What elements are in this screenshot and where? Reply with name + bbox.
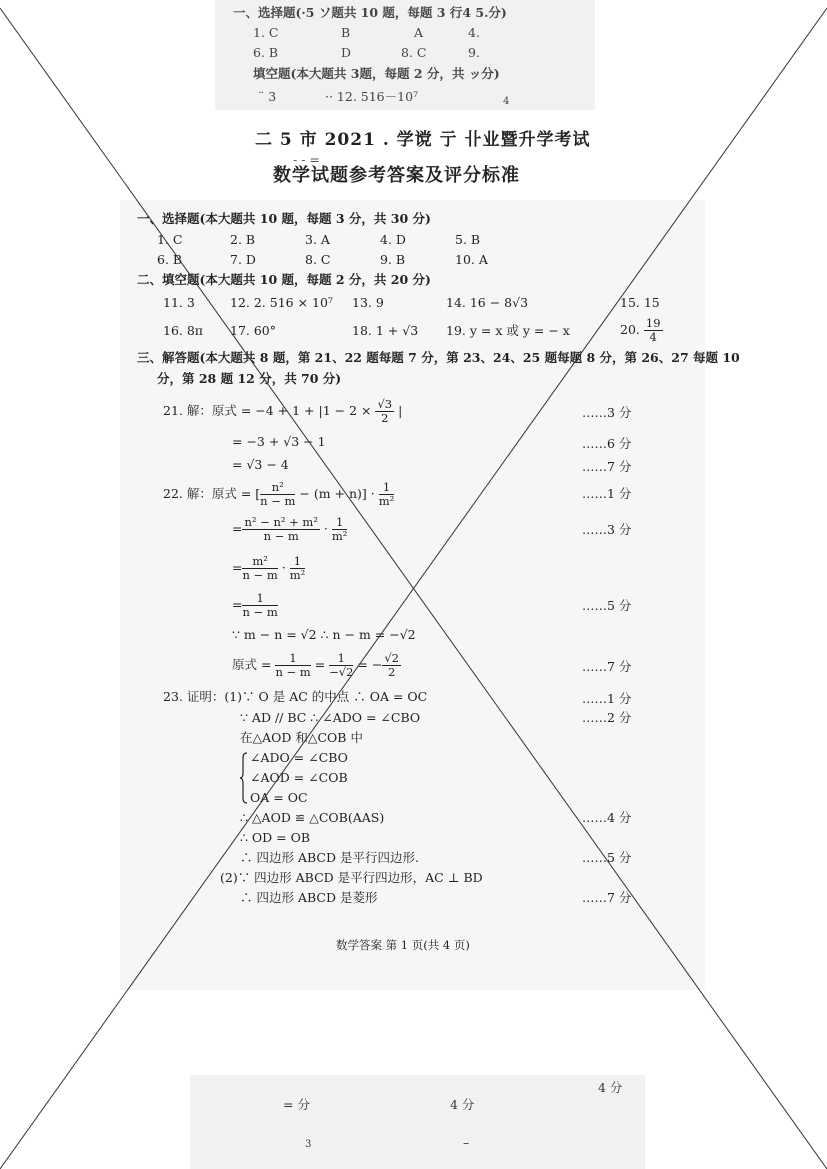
bleed-fill-12: ·· 12. 516－10⁷ <box>325 89 419 104</box>
bleed-choice-2: B <box>341 25 351 40</box>
fraction-numerator: √2 <box>384 651 399 665</box>
answer-16: 16. 8π <box>163 323 204 338</box>
q23-line-2: ∵ AD // BC ∴ ∠ADO = ∠CBO <box>240 710 421 725</box>
answer-11: 11. 3 <box>163 295 195 310</box>
fraction-numerator: √3 <box>377 397 393 411</box>
q23-line-7: (2)∵ 四边形 ABCD 是平行四边形，AC ⊥ BD <box>220 870 483 885</box>
bleed-bottom-mark-d: 3 <box>305 1139 312 1150</box>
bleed-fill-11: ¨ 3 <box>258 89 277 104</box>
equals-sign: = <box>232 560 243 575</box>
section-2-heading: 二、填空题(本大题共 10 题，每题 2 分，共 20 分) <box>137 272 431 287</box>
q21-line-3: = √3 − 4 <box>232 457 289 472</box>
bleed-bottom-mark-e: – <box>463 1135 470 1150</box>
answer-2: 2. B <box>230 232 256 247</box>
dot-operator: · <box>281 560 286 575</box>
q23-line-1: 23. 证明：(1)∵ O 是 AC 的中点 ∴ OA = OC <box>163 689 428 704</box>
fraction-denominator: m² <box>331 529 348 543</box>
fraction-numerator: m² <box>242 555 277 569</box>
q23-line-8: ∴ 四边形 ABCD 是菱形 <box>240 890 378 905</box>
fraction-numerator: 1 <box>332 516 348 530</box>
equals-sign: = <box>232 597 243 612</box>
fraction-denominator: n − m <box>260 494 296 508</box>
dot-operator: · <box>323 521 328 536</box>
page-footer: 数学答案 第 1 页(共 4 页) <box>336 938 470 952</box>
fraction-numerator: 1 <box>290 555 306 569</box>
answer-5: 5. B <box>455 232 481 247</box>
bleed-choice-6: 6. B <box>253 45 279 60</box>
q21-line-2: = −3 + √3 − 1 <box>232 434 326 449</box>
equals-sign: = <box>232 521 243 536</box>
answer-8: 8. C <box>305 252 331 267</box>
q23-line-6: ∴ 四边形 ABCD 是平行四边形. <box>240 850 419 865</box>
equals-sign: = <box>314 657 326 672</box>
q22-line-1-mid: − (m + n)] · <box>299 486 375 501</box>
q21-line-1-text: 21. 解：原式 = −4 + 1 + |1 − 2 × <box>163 403 372 418</box>
answer-14: 14. 16 − 8√3 <box>446 295 529 310</box>
q23-points-1: ……1 分 <box>582 691 632 706</box>
fraction-numerator: 1 <box>379 481 395 495</box>
bleed-line-fill: 填空题(本大题共 3题，每题 2 分，共 ッ分) <box>253 66 500 81</box>
answer-6: 6. B <box>157 252 183 267</box>
q23-brace-line-3: OA = OC <box>250 790 308 805</box>
fraction-numerator: 1 <box>329 652 353 666</box>
fraction-numerator: n² − n² + m² <box>244 515 318 529</box>
q23-points-2: ……2 分 <box>582 710 632 725</box>
q22-line-5: ∵ m − n = √2 ∴ n − m = −√2 <box>232 627 416 642</box>
q22-points-3: ……5 分 <box>582 598 632 613</box>
fraction-denominator: m² <box>289 568 306 582</box>
q22-line-1-start: 22. 解：原式 = [ <box>163 486 261 501</box>
fraction-denominator: m² <box>378 494 395 508</box>
answer-1: 1. C <box>157 232 183 247</box>
q21-abs-close: | <box>398 403 403 418</box>
section-3-heading-line-2: 分，第 28 题 12 分，共 70 分) <box>157 371 342 386</box>
answer-10: 10. A <box>455 252 488 267</box>
section-3-heading-line-1: 三、解答题(本大题共 8 题，第 21、22 题每题 7 分，第 23、24、25 题每题 8 分，第 26、27 每题 10 <box>137 350 740 365</box>
q21-points-1: ……3 分 <box>582 405 632 420</box>
bleed-bottom-points-a: 4 分 <box>598 1080 623 1095</box>
answer-9: 9. B <box>380 252 406 267</box>
fraction-denominator: 4 <box>649 330 657 344</box>
q23-points-5: ……7 分 <box>582 890 632 905</box>
q22-line-6-start: 原式 = <box>232 657 272 672</box>
q23-brace-line-2: ∠AOD = ∠COB <box>250 770 348 785</box>
page-title: 数学试题参考答案及评分标准 <box>273 165 520 186</box>
answer-13: 13. 9 <box>352 295 384 310</box>
fraction-numerator: 1 <box>242 592 277 606</box>
exam-title-bleed: 二 5 市 2021 . 学谠 亍 卝业暨升学考试 <box>255 130 591 150</box>
q21-points-3: ……7 分 <box>582 459 632 474</box>
q23-brace-line-1: ∠ADO = ∠CBO <box>250 750 348 765</box>
answer-19: 19. y = x 或 y = − x <box>446 323 570 338</box>
answer-3: 3. A <box>305 232 330 247</box>
answer-17: 17. 60° <box>230 323 277 338</box>
equals-minus: = − <box>357 657 383 672</box>
bleed-choice-3: A <box>414 25 424 40</box>
q23-points-3: ……4 分 <box>582 810 632 825</box>
answer-20-label: 20. <box>620 322 640 337</box>
q23-line-5: ∴ OD = OB <box>240 830 311 845</box>
answer-15: 15. 15 <box>620 295 660 310</box>
bleed-line-1: 一、选择题(·5 ソ题共 10 题，每题 3 行4 5.分) <box>233 5 507 20</box>
bleed-choice-9: 9. <box>468 45 480 60</box>
bleed-choice-7: D <box>341 45 352 60</box>
answer-18: 18. 1 + √3 <box>352 323 419 338</box>
bleed-bottom-points-b: = 分 <box>283 1097 310 1112</box>
q22-points-1: ……1 分 <box>582 486 632 501</box>
fraction-numerator: 19 <box>645 316 661 330</box>
q21-points-2: ……6 分 <box>582 436 632 451</box>
bleed-choice-8: 8. C <box>401 45 427 60</box>
fraction-numerator: 1 <box>275 652 310 666</box>
fraction-denominator: 2 <box>381 411 389 425</box>
bleed-fill-4: 4 <box>503 96 510 107</box>
answer-4: 4. D <box>380 232 406 247</box>
q22-points-2: ……3 分 <box>582 522 632 537</box>
bleed-choice-1: 1. C <box>253 25 279 40</box>
fraction-denominator: n − m <box>242 605 278 619</box>
q23-points-4: ……5 分 <box>582 850 632 865</box>
section-1-heading: 一、选择题(本大题共 10 题，每题 3 分，共 30 分) <box>137 211 431 226</box>
bleed-bottom-points-c: 4 分 <box>450 1097 475 1112</box>
fraction-denominator: n − m <box>263 529 299 543</box>
fraction-denominator: 2 <box>388 665 396 679</box>
fraction-denominator: −√2 <box>329 665 354 679</box>
fraction-denominator: n − m <box>275 665 311 679</box>
fraction-denominator: n − m <box>242 568 278 582</box>
q23-line-3: 在△AOD 和△COB 中 <box>240 730 363 745</box>
title-bleed-marks: - - = <box>293 152 320 167</box>
bleed-choice-4: 4. <box>468 25 480 40</box>
q23-line-4: ∴ △AOD ≌ △COB(AAS) <box>240 810 385 825</box>
answer-7: 7. D <box>230 252 256 267</box>
fraction-numerator: n² <box>260 481 295 495</box>
q22-points-4: ……7 分 <box>582 659 632 674</box>
answer-12: 12. 2. 516 × 10⁷ <box>230 295 333 310</box>
